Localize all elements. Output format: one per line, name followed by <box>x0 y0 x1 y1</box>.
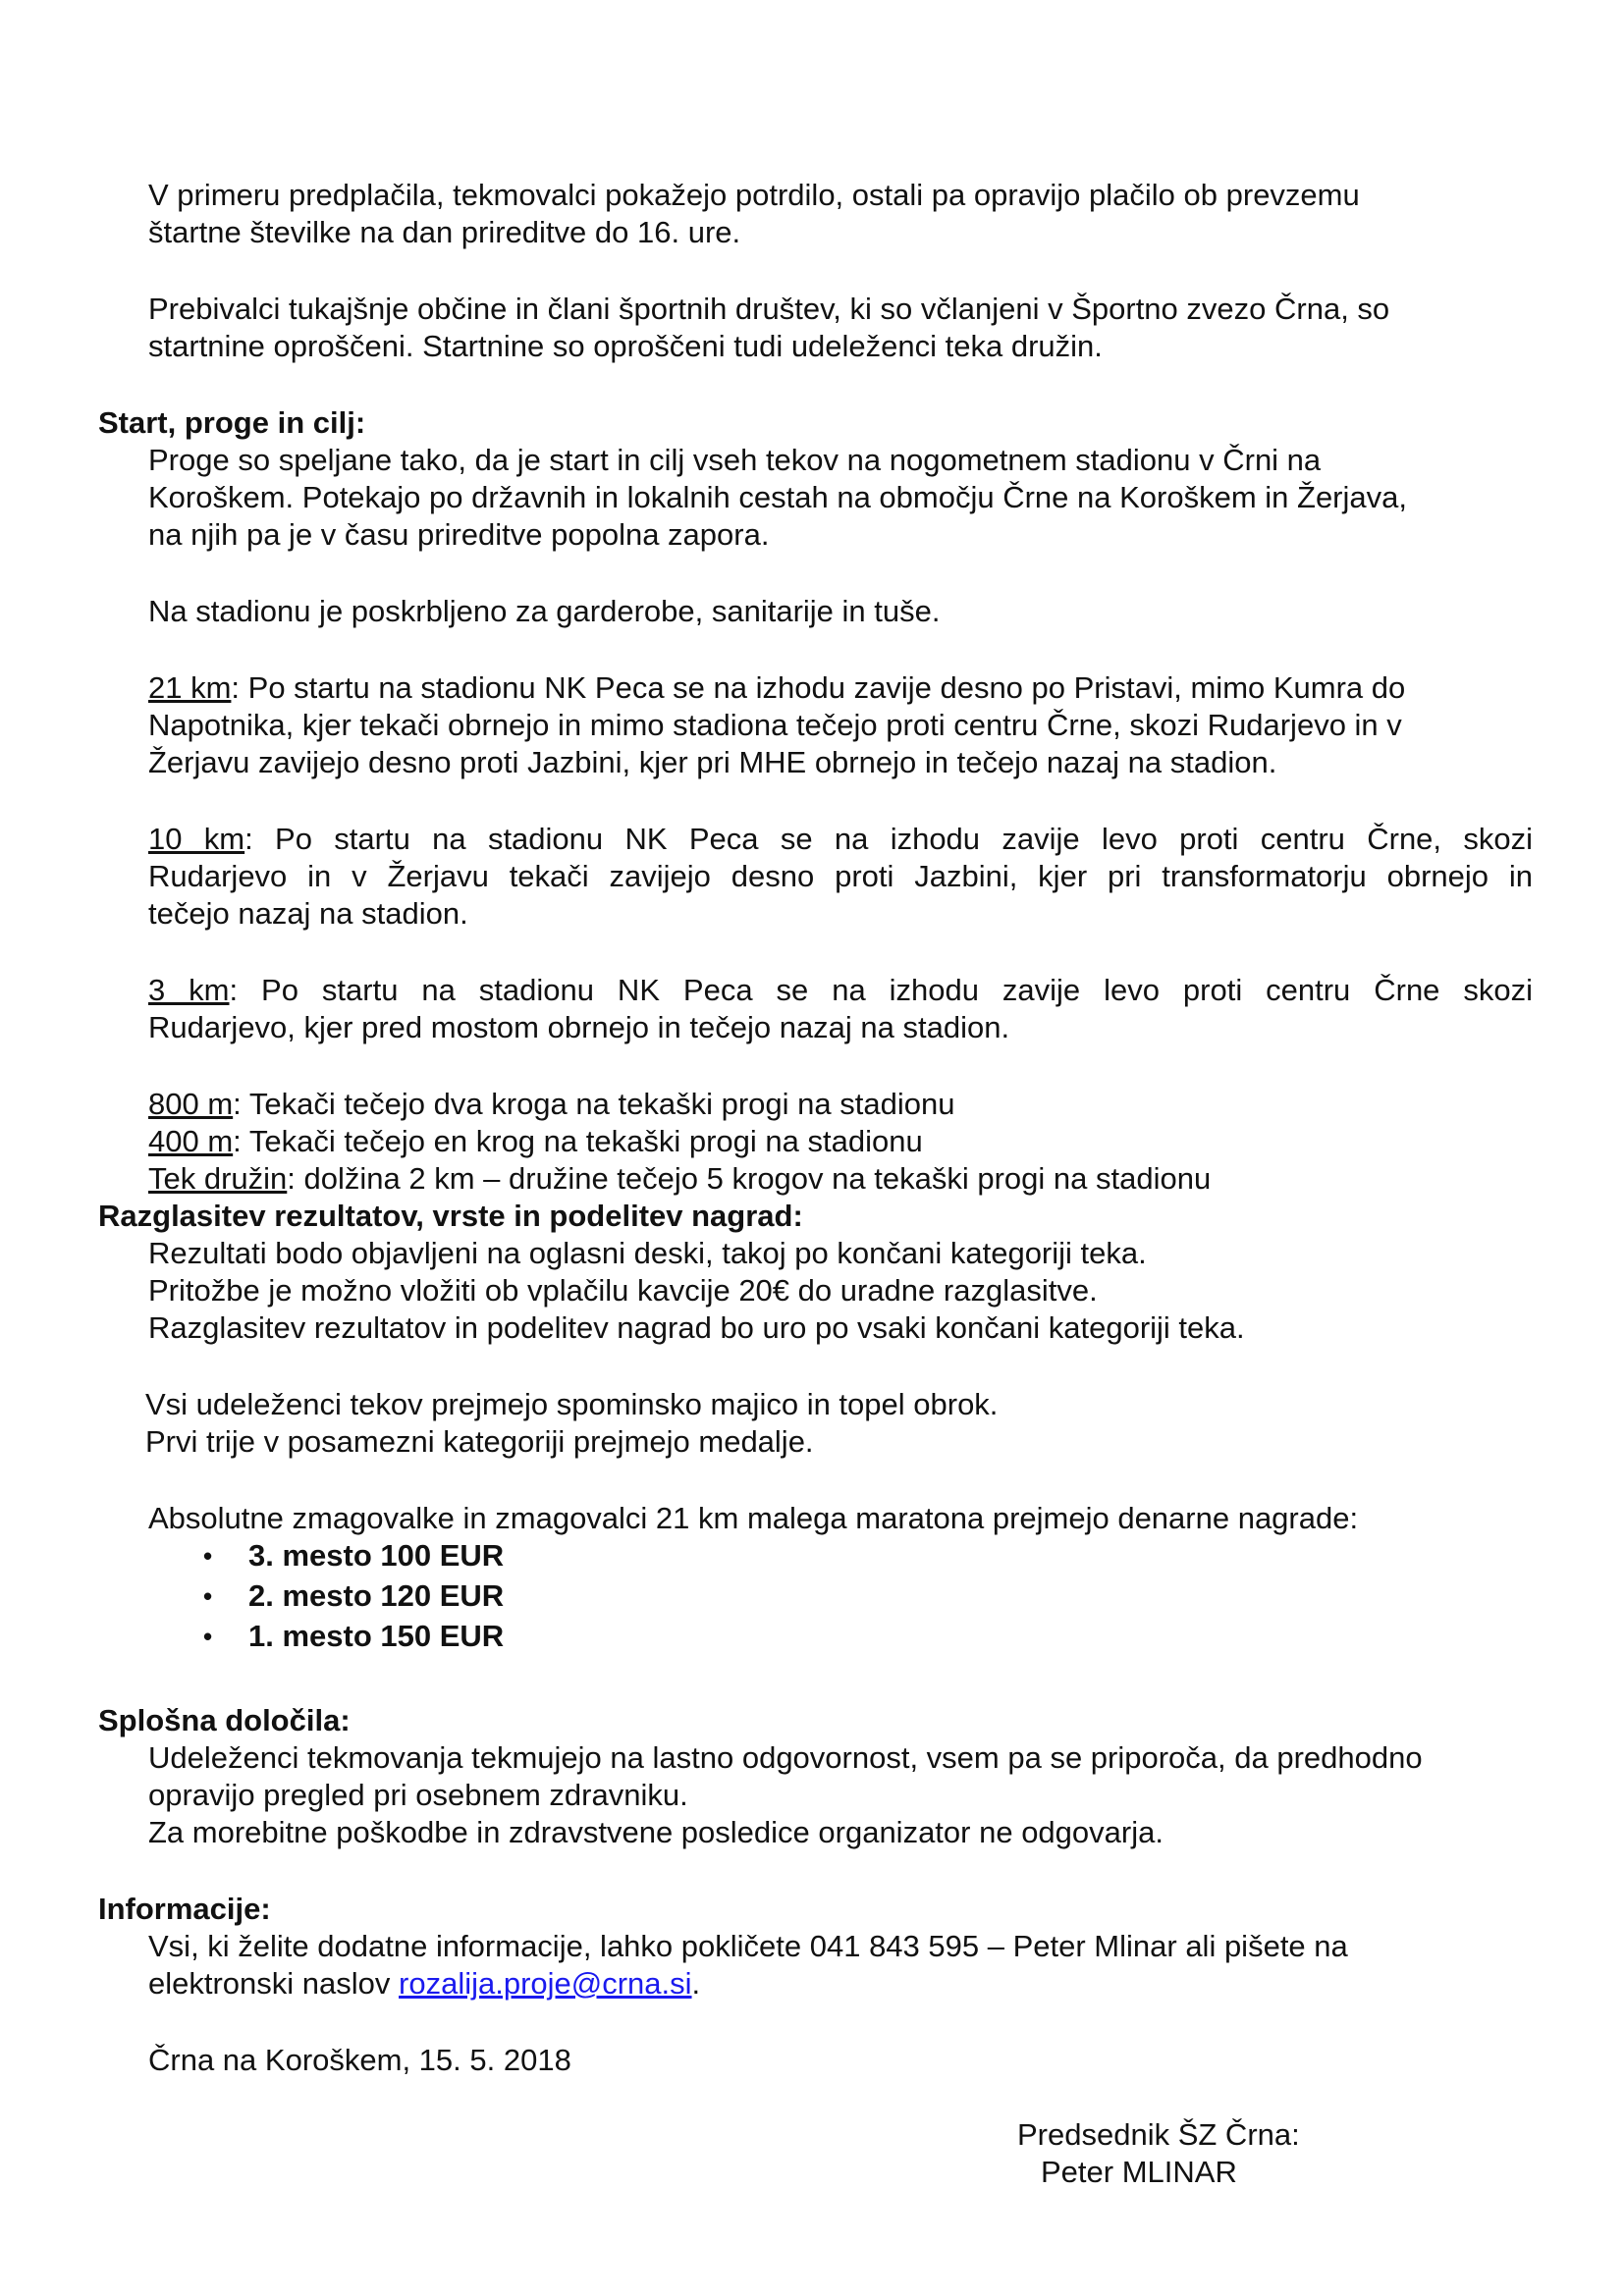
courses-line-3: na njih pa je v času prireditve popolna zapora. <box>148 517 770 552</box>
route-3km-line-1: 3 km: Po startu na stadionu NK Peca se na izhodu zavije levo proti centru Črne skozi <box>148 973 1533 1007</box>
route-400m: 400 m: Tekači tečejo en krog na tekaški progi na stadionu <box>148 1124 923 1158</box>
exemption-line-2: startnine oproščeni. Startnine so oproščeni tudi udeleženci teka družin. <box>148 329 1103 363</box>
route-family: Tek družin: dolžina 2 km – družine tečejo 5 krogov na tekaški progi na stadionu <box>148 1161 1212 1196</box>
route-family-label: Tek družin <box>148 1161 288 1196</box>
route-10km-line-1: 10 km: Po startu na stadionu NK Peca se na izhodu zavije levo proti centru Črne, skozi <box>148 822 1533 856</box>
general-line-2: opravijo pregled pri osebnem zdravniku. <box>148 1778 688 1812</box>
email-link[interactable]: rozalija.proje@crna.si <box>399 1966 692 2001</box>
route-3km-label: 3 km <box>148 973 230 1007</box>
bullet-icon: • <box>203 1541 213 1571</box>
route-10km-line-2: Rudarjevo in v Žerjavu tekači zavijejo desno proti Jazbini, kjer pri transformatorju obrnejo in <box>148 859 1533 893</box>
section-heading-results: Razglasitev rezultatov, vrste in podelitev nagrad: <box>98 1199 803 1233</box>
prize-item-2nd: 2. mesto 120 EUR <box>248 1578 505 1613</box>
signature-title: Predsednik ŠZ Črna: <box>1017 2117 1300 2152</box>
route-10km-label: 10 km <box>148 822 245 856</box>
prepay-line-2: štartne številke na dan prireditve do 16. ure. <box>148 215 741 249</box>
courses-line-1: Proge so speljane tako, da je start in cilj vseh tekov na nogometnem stadionu v Črni na <box>148 443 1322 477</box>
results-line-2: Pritožbe je možno vložiti ob vplačilu kavcije 20€ do uradne razglasitve. <box>148 1273 1098 1308</box>
info-line-1: Vsi, ki želite dodatne informacije, lahko pokličete 041 843 595 – Peter Mlinar ali pišete na <box>148 1929 1348 1963</box>
prepay-line-1: V primeru predplačila, tekmovalci pokažejo potrdilo, ostali pa opravijo plačilo ob prevzemu <box>148 178 1360 212</box>
general-line-1: Udeleženci tekmovanja tekmujejo na lastno odgovornost, vsem pa se priporoča, da predhodno <box>148 1740 1423 1775</box>
results-line-6: Absolutne zmagovalke in zmagovalci 21 km malega maratona prejmejo denarne nagrade: <box>148 1501 1359 1535</box>
route-21km-line-3: Žerjavu zavijejo desno proti Jazbini, kjer pri MHE obrnejo in tečejo nazaj na stadion. <box>148 745 1277 779</box>
route-21km-label: 21 km <box>148 670 232 705</box>
route-21km-line-1: 21 km: Po startu na stadionu NK Peca se na izhodu zavije desno po Pristavi, mimo Kumra do <box>148 670 1406 705</box>
signature-name: Peter MLINAR <box>1041 2155 1237 2189</box>
results-line-4: Vsi udeleženci tekov prejmejo spominsko majico in topel obrok. <box>145 1387 999 1421</box>
route-800m-label: 800 m <box>148 1087 234 1121</box>
bullet-icon: • <box>203 1581 213 1611</box>
info-line-2: elektronski naslov rozalija.proje@crna.si. <box>148 1966 701 2001</box>
route-3km-line-2: Rudarjevo, kjer pred mostom obrnejo in tečejo nazaj na stadion. <box>148 1010 1010 1044</box>
route-10km-line-3: tečejo nazaj na stadion. <box>148 896 468 931</box>
place-date: Črna na Koroškem, 15. 5. 2018 <box>148 2043 571 2077</box>
stadium-facilities: Na stadionu je poskrbljeno za garderobe, sanitarije in tuše. <box>148 594 941 628</box>
route-21km-line-2: Napotnika, kjer tekači obrnejo in mimo stadiona tečejo proti centru Črne, skozi Rudarjevo in v <box>148 708 1402 742</box>
route-400m-label: 400 m <box>148 1124 234 1158</box>
section-heading-start: Start, proge in cilj: <box>98 405 366 440</box>
results-line-3: Razglasitev rezultatov in podelitev nagrad bo uro po vsaki končani kategoriji teka. <box>148 1310 1245 1345</box>
results-line-1: Rezultati bodo objavljeni na oglasni deski, takoj po končani kategoriji teka. <box>148 1236 1147 1270</box>
route-800m: 800 m: Tekači tečejo dva kroga na tekaški progi na stadionu <box>148 1087 955 1121</box>
general-line-3: Za morebitne poškodbe in zdravstvene posledice organizator ne odgovarja. <box>148 1815 1164 1849</box>
results-line-5: Prvi trije v posamezni kategoriji prejmejo medalje. <box>145 1424 814 1459</box>
prize-item-3rd: 3. mesto 100 EUR <box>248 1538 505 1573</box>
courses-line-2: Koroškem. Potekajo po državnih in lokalnih cestah na območju Črne na Koroškem in Žerjava, <box>148 480 1407 514</box>
exemption-line-1: Prebivalci tukajšnje občine in člani športnih društev, ki so včlanjeni v Športno zvezo Črna, so <box>148 292 1390 326</box>
bullet-icon: • <box>203 1622 213 1651</box>
section-heading-general: Splošna določila: <box>98 1703 351 1737</box>
prize-item-1st: 1. mesto 150 EUR <box>248 1619 505 1653</box>
section-heading-info: Informacije: <box>98 1892 271 1926</box>
